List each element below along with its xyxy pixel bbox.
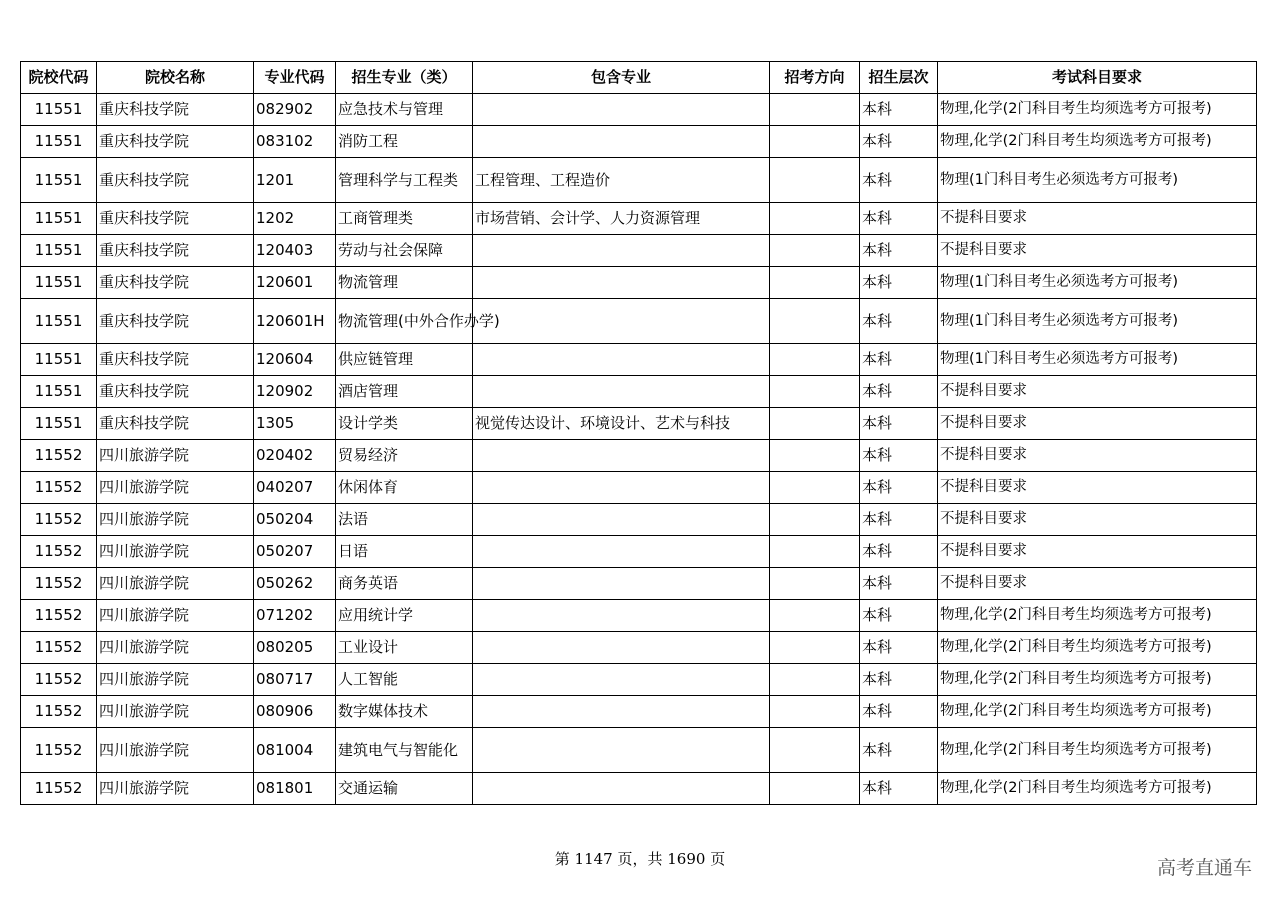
header-school-name: 院校名称 [97, 62, 254, 94]
cell-school-code: 11552 [21, 728, 97, 773]
cell-subject-requirement: 物理(1门科目考生必须选考方可报考) [938, 267, 1257, 299]
cell-included-majors [473, 600, 770, 632]
cell-major-category: 交通运输 [336, 773, 473, 805]
cell-major-code: 120902 [254, 376, 336, 408]
cell-school-code: 11551 [21, 126, 97, 158]
cell-included-majors [473, 299, 770, 344]
cell-included-majors [473, 536, 770, 568]
cell-major-code: 120601 [254, 267, 336, 299]
cell-exam-direction [770, 408, 860, 440]
cell-level: 本科 [860, 158, 938, 203]
cell-subject-requirement: 不提科目要求 [938, 536, 1257, 568]
cell-school-code: 11552 [21, 536, 97, 568]
cell-included-majors [473, 568, 770, 600]
cell-level: 本科 [860, 408, 938, 440]
cell-subject-requirement: 物理,化学(2门科目考生均须选考方可报考) [938, 94, 1257, 126]
cell-subject-requirement: 物理(1门科目考生必须选考方可报考) [938, 158, 1257, 203]
cell-exam-direction [770, 472, 860, 504]
cell-level: 本科 [860, 203, 938, 235]
table-row [21, 344, 1257, 376]
page-number: 第 1147 页，共 1690 页 [554, 850, 726, 868]
cell-school-code: 11551 [21, 299, 97, 344]
cell-included-majors [473, 632, 770, 664]
cell-school-code: 11551 [21, 158, 97, 203]
cell-major-category: 法语 [336, 504, 473, 536]
cell-exam-direction [770, 568, 860, 600]
cell-school-code: 11552 [21, 504, 97, 536]
cell-level: 本科 [860, 664, 938, 696]
cell-major-code: 040207 [254, 472, 336, 504]
cell-level: 本科 [860, 376, 938, 408]
cell-school-name: 重庆科技学院 [97, 344, 254, 376]
cell-subject-requirement: 不提科目要求 [938, 376, 1257, 408]
cell-included-majors [473, 728, 770, 773]
cell-level: 本科 [860, 696, 938, 728]
cell-school-name: 重庆科技学院 [97, 158, 254, 203]
cell-included-majors [473, 235, 770, 267]
cell-school-name: 重庆科技学院 [97, 126, 254, 158]
cell-school-name: 四川旅游学院 [97, 568, 254, 600]
cell-included-majors [473, 126, 770, 158]
cell-major-category: 人工智能 [336, 664, 473, 696]
header-included-majors: 包含专业 [473, 62, 770, 94]
table-row [21, 299, 1257, 344]
cell-school-code: 11552 [21, 568, 97, 600]
cell-major-code: 050262 [254, 568, 336, 600]
header-exam-direction: 招考方向 [770, 62, 860, 94]
table-row [21, 568, 1257, 600]
table-row [21, 472, 1257, 504]
cell-major-category: 休闲体育 [336, 472, 473, 504]
cell-level: 本科 [860, 536, 938, 568]
cell-level: 本科 [860, 728, 938, 773]
cell-subject-requirement: 物理,化学(2门科目考生均须选考方可报考) [938, 728, 1257, 773]
cell-exam-direction [770, 376, 860, 408]
cell-included-majors [473, 664, 770, 696]
cell-subject-requirement: 不提科目要求 [938, 203, 1257, 235]
cell-level: 本科 [860, 267, 938, 299]
cell-exam-direction [770, 235, 860, 267]
cell-school-code: 11552 [21, 696, 97, 728]
cell-school-name: 重庆科技学院 [97, 299, 254, 344]
cell-major-code: 081004 [254, 728, 336, 773]
cell-school-code: 11551 [21, 94, 97, 126]
cell-level: 本科 [860, 568, 938, 600]
cell-major-code: 071202 [254, 600, 336, 632]
cell-school-code: 11551 [21, 267, 97, 299]
cell-exam-direction [770, 299, 860, 344]
cell-major-code: 1201 [254, 158, 336, 203]
cell-subject-requirement: 物理,化学(2门科目考生均须选考方可报考) [938, 600, 1257, 632]
cell-exam-direction [770, 773, 860, 805]
cell-exam-direction [770, 664, 860, 696]
cell-included-majors [473, 267, 770, 299]
cell-school-code: 11552 [21, 632, 97, 664]
cell-exam-direction [770, 728, 860, 773]
table-row [21, 94, 1257, 126]
cell-level: 本科 [860, 600, 938, 632]
table-row [21, 728, 1257, 773]
cell-major-category: 贸易经济 [336, 440, 473, 472]
table-row [21, 267, 1257, 299]
cell-school-name: 四川旅游学院 [97, 600, 254, 632]
cell-school-name: 重庆科技学院 [97, 94, 254, 126]
cell-school-name: 四川旅游学院 [97, 696, 254, 728]
cell-school-name: 重庆科技学院 [97, 376, 254, 408]
cell-major-category: 物流管理(中外合作办学) [336, 299, 473, 344]
cell-school-code: 11552 [21, 600, 97, 632]
table-row [21, 632, 1257, 664]
cell-major-code: 050204 [254, 504, 336, 536]
cell-level: 本科 [860, 344, 938, 376]
cell-major-category: 日语 [336, 536, 473, 568]
cell-major-category: 工商管理类 [336, 203, 473, 235]
cell-exam-direction [770, 344, 860, 376]
cell-school-code: 11551 [21, 344, 97, 376]
cell-major-code: 120601H [254, 299, 336, 344]
table-row [21, 536, 1257, 568]
cell-level: 本科 [860, 773, 938, 805]
cell-exam-direction [770, 696, 860, 728]
cell-major-category: 管理科学与工程类 [336, 158, 473, 203]
watermark: 高考直通车 [1156, 857, 1252, 879]
cell-included-majors: 工程管理、工程造价 [473, 158, 770, 203]
cell-subject-requirement: 物理(1门科目考生必须选考方可报考) [938, 344, 1257, 376]
cell-included-majors [473, 696, 770, 728]
header-major-code: 专业代码 [254, 62, 336, 94]
cell-major-code: 080906 [254, 696, 336, 728]
table-row [21, 158, 1257, 203]
cell-school-name: 四川旅游学院 [97, 728, 254, 773]
cell-included-majors [473, 773, 770, 805]
cell-major-category: 应用统计学 [336, 600, 473, 632]
cell-school-name: 四川旅游学院 [97, 440, 254, 472]
cell-subject-requirement: 不提科目要求 [938, 472, 1257, 504]
cell-subject-requirement: 不提科目要求 [938, 440, 1257, 472]
cell-subject-requirement: 物理,化学(2门科目考生均须选考方可报考) [938, 773, 1257, 805]
cell-major-code: 120403 [254, 235, 336, 267]
cell-subject-requirement: 不提科目要求 [938, 235, 1257, 267]
table-row [21, 600, 1257, 632]
cell-major-code: 1305 [254, 408, 336, 440]
cell-major-code: 081801 [254, 773, 336, 805]
cell-exam-direction [770, 126, 860, 158]
cell-school-name: 四川旅游学院 [97, 536, 254, 568]
cell-major-category: 酒店管理 [336, 376, 473, 408]
cell-level: 本科 [860, 632, 938, 664]
cell-major-code: 020402 [254, 440, 336, 472]
table-row [21, 203, 1257, 235]
header-major-category: 招生专业（类） [336, 62, 473, 94]
table-row [21, 504, 1257, 536]
cell-school-code: 11551 [21, 408, 97, 440]
cell-school-name: 四川旅游学院 [97, 773, 254, 805]
cell-school-code: 11552 [21, 472, 97, 504]
cell-included-majors [473, 440, 770, 472]
cell-school-name: 重庆科技学院 [97, 267, 254, 299]
cell-school-name: 四川旅游学院 [97, 664, 254, 696]
cell-level: 本科 [860, 504, 938, 536]
cell-major-code: 082902 [254, 94, 336, 126]
table-row [21, 696, 1257, 728]
cell-major-category: 商务英语 [336, 568, 473, 600]
table-row [21, 773, 1257, 805]
cell-major-category: 数字媒体技术 [336, 696, 473, 728]
cell-school-name: 重庆科技学院 [97, 235, 254, 267]
cell-major-category: 建筑电气与智能化 [336, 728, 473, 773]
cell-level: 本科 [860, 472, 938, 504]
table-row [21, 235, 1257, 267]
cell-included-majors: 视觉传达设计、环境设计、艺术与科技 [473, 408, 770, 440]
cell-included-majors: 市场营销、会计学、人力资源管理 [473, 203, 770, 235]
cell-exam-direction [770, 203, 860, 235]
table-row [21, 440, 1257, 472]
cell-subject-requirement: 物理,化学(2门科目考生均须选考方可报考) [938, 126, 1257, 158]
header-level: 招生层次 [860, 62, 938, 94]
cell-exam-direction [770, 504, 860, 536]
cell-exam-direction [770, 632, 860, 664]
cell-exam-direction [770, 440, 860, 472]
cell-school-code: 11552 [21, 440, 97, 472]
cell-school-name: 四川旅游学院 [97, 504, 254, 536]
header-subject-requirement: 考试科目要求 [938, 62, 1257, 94]
cell-school-code: 11552 [21, 664, 97, 696]
cell-school-name: 四川旅游学院 [97, 632, 254, 664]
table-row [21, 126, 1257, 158]
cell-major-code: 080717 [254, 664, 336, 696]
table-row [21, 664, 1257, 696]
cell-subject-requirement: 物理,化学(2门科目考生均须选考方可报考) [938, 696, 1257, 728]
cell-level: 本科 [860, 235, 938, 267]
cell-included-majors [473, 94, 770, 126]
cell-school-code: 11551 [21, 376, 97, 408]
cell-subject-requirement: 不提科目要求 [938, 504, 1257, 536]
cell-subject-requirement: 物理,化学(2门科目考生均须选考方可报考) [938, 664, 1257, 696]
cell-exam-direction [770, 94, 860, 126]
cell-major-category: 消防工程 [336, 126, 473, 158]
cell-level: 本科 [860, 440, 938, 472]
cell-included-majors [473, 504, 770, 536]
cell-subject-requirement: 不提科目要求 [938, 408, 1257, 440]
cell-level: 本科 [860, 94, 938, 126]
cell-school-name: 四川旅游学院 [97, 472, 254, 504]
cell-major-category: 应急技术与管理 [336, 94, 473, 126]
cell-major-category: 劳动与社会保障 [336, 235, 473, 267]
cell-major-code: 120604 [254, 344, 336, 376]
table-row [21, 408, 1257, 440]
cell-major-category: 设计学类 [336, 408, 473, 440]
cell-major-category: 物流管理 [336, 267, 473, 299]
cell-major-code: 080205 [254, 632, 336, 664]
cell-major-code: 1202 [254, 203, 336, 235]
cell-school-name: 重庆科技学院 [97, 408, 254, 440]
cell-exam-direction [770, 267, 860, 299]
cell-major-code: 050207 [254, 536, 336, 568]
cell-included-majors [473, 472, 770, 504]
cell-subject-requirement: 物理(1门科目考生必须选考方可报考) [938, 299, 1257, 344]
cell-school-code: 11552 [21, 773, 97, 805]
cell-exam-direction [770, 600, 860, 632]
cell-level: 本科 [860, 299, 938, 344]
cell-school-name: 重庆科技学院 [97, 203, 254, 235]
cell-major-category: 工业设计 [336, 632, 473, 664]
table-header-row [21, 62, 1257, 94]
admission-table [20, 61, 1257, 805]
cell-subject-requirement: 物理,化学(2门科目考生均须选考方可报考) [938, 632, 1257, 664]
cell-subject-requirement: 不提科目要求 [938, 568, 1257, 600]
cell-level: 本科 [860, 126, 938, 158]
cell-exam-direction [770, 536, 860, 568]
cell-included-majors [473, 344, 770, 376]
cell-major-category: 供应链管理 [336, 344, 473, 376]
cell-included-majors [473, 376, 770, 408]
cell-exam-direction [770, 158, 860, 203]
cell-school-code: 11551 [21, 203, 97, 235]
header-school-code: 院校代码 [21, 62, 97, 94]
cell-school-code: 11551 [21, 235, 97, 267]
cell-major-code: 083102 [254, 126, 336, 158]
table-row [21, 376, 1257, 408]
